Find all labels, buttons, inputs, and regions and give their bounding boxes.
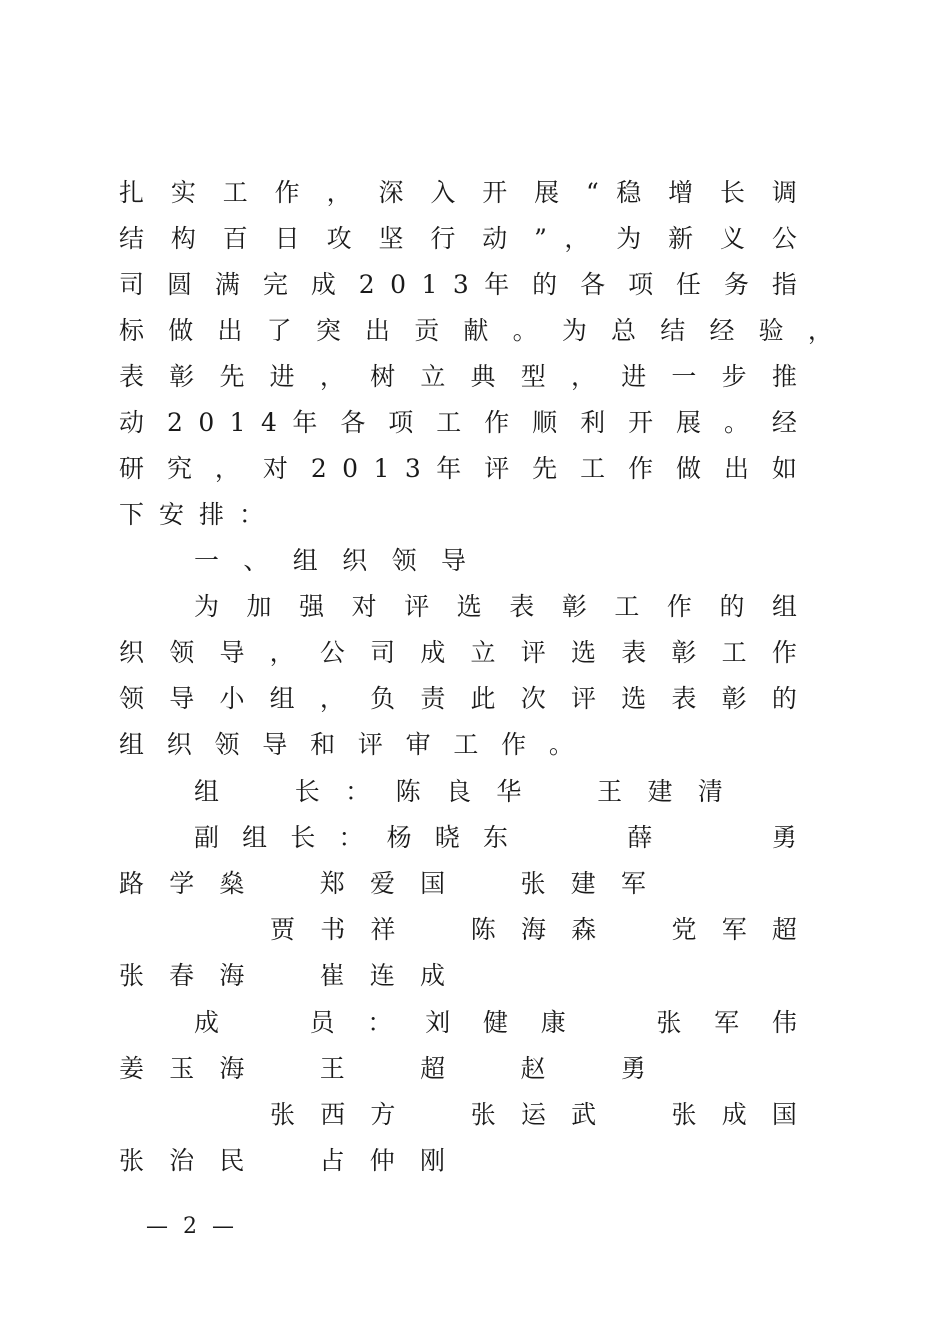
member-line-2: 姜 玉 海 王 超 赵 勇 xyxy=(119,1054,646,1083)
body-line-6: 动 2 0 1 4 年 各 项 工 作 顺 利 开 展 。 经 xyxy=(119,408,797,437)
member-line-3: 张 西 方 张 运 武 张 成 国 xyxy=(270,1100,797,1129)
body-line-8: 下 安 排 ： xyxy=(119,500,264,529)
section-paragraph-line-1: 为 加 强 对 评 选 表 彰 工 作 的 组 xyxy=(194,592,798,621)
leader-line: 组 长 ： 陈 良 华 王 建 清 xyxy=(194,777,723,806)
section-paragraph-line-2: 织 领 导 ， 公 司 成 立 评 选 表 彰 工 作 xyxy=(119,638,797,667)
section-paragraph-line-4: 组 织 领 导 和 评 审 工 作 。 xyxy=(119,730,574,759)
deputy-line-3: 贾 书 祥 陈 海 森 党 军 超 xyxy=(270,915,797,944)
section-paragraph-line-3: 领 导 小 组 ， 负 责 此 次 评 选 表 彰 的 xyxy=(119,684,797,713)
body-line-7: 研 究 ， 对 2 0 1 3 年 评 先 工 作 做 出 如 xyxy=(119,454,797,483)
deputy-line-2: 路 学 燊 郑 爱 国 张 建 军 xyxy=(119,869,646,898)
deputy-line-1: 副 组 长 ： 杨 晓 东 薛 勇 xyxy=(194,823,797,852)
section-heading: 一 、 组 织 领 导 xyxy=(194,546,466,575)
member-line-1: 成 员 ： 刘 健 康 张 军 伟 xyxy=(194,1008,797,1037)
member-line-4: 张 治 民 占 仲 刚 xyxy=(119,1146,445,1175)
body-line-4: 标 做 出 了 突 出 贡 献 。 为 总 结 经 验 ， xyxy=(119,316,833,345)
body-line-2: 结 构 百 日 攻 坚 行 动 ” ， 为 新 义 公 xyxy=(119,224,797,253)
body-line-1: 扎 实 工 作 ， 深 入 开 展 “ 稳 增 长 调 xyxy=(119,178,797,207)
body-line-5: 表 彰 先 进 ， 树 立 典 型 ， 进 一 步 推 xyxy=(119,362,797,391)
deputy-line-4: 张 春 海 崔 连 成 xyxy=(119,961,445,990)
body-line-3: 司 圆 满 完 成 2 0 1 3 年 的 各 项 任 务 指 xyxy=(119,270,797,299)
page-number: — 2 — xyxy=(146,1214,238,1239)
